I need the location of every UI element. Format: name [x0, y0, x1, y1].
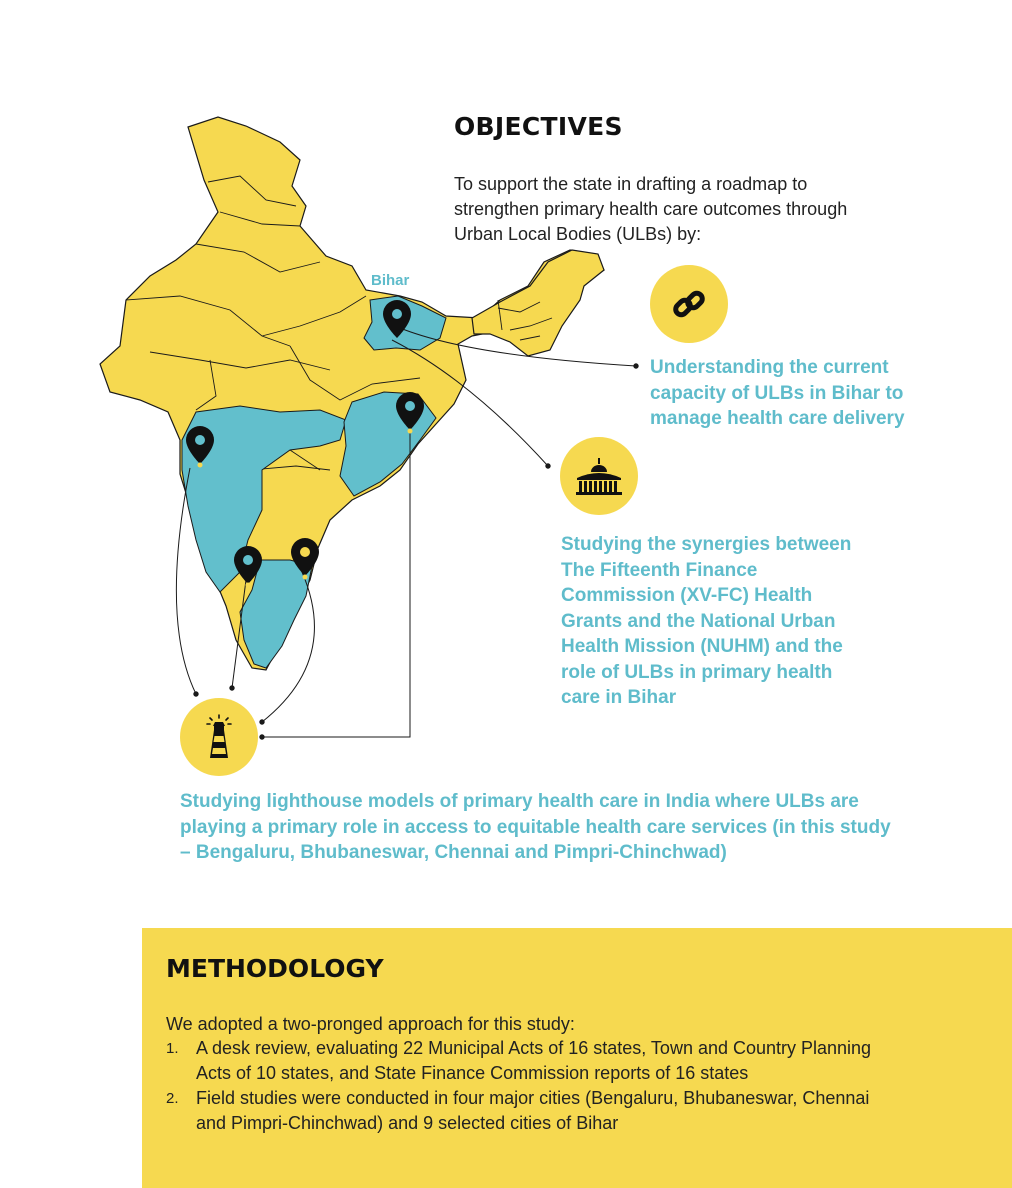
objective-3-icon-circle [180, 698, 258, 776]
objectives-title: OBJECTIVES [454, 112, 623, 141]
objective-2-icon-circle [560, 437, 638, 515]
objective-1-icon-circle [650, 265, 728, 343]
methodology-item [166, 1036, 886, 1086]
bihar-map-label: Bihar [371, 272, 410, 289]
methodology-intro: We adopted a two-pronged approach for this study: [166, 1014, 575, 1034]
methodology-item-number: 1. [166, 1040, 179, 1057]
link-chain-icon [669, 284, 709, 324]
objective-2-text: Studying the synergies between The Fifteenth Finance Commission (XV-FC) Health Grants and the National Urban Health Mission (NUHM) and the role of ULBs in primary health care in Bihar [561, 534, 852, 708]
methodology-title: METHODOLOGY [166, 954, 384, 983]
methodology-item-number: 2. [166, 1090, 179, 1107]
objective-3-text: Studying lighthouse models of primary health care in India where ULBs are playing a primary role in access to equitable health care services (in this study – Bengaluru, Bhubaneswar, Chennai and Pimpri-Chinchwad) [180, 791, 891, 863]
objectives-intro: To support the state in drafting a roadmap to strengthen primary health care outcomes through Urban Local Bodies (ULBs) by: [454, 174, 848, 244]
methodology-item-text: A desk review, evaluating 22 Municipal Acts of 16 states, Town and Country Planning Acts of 10 states, and State Finance Commission reports of 16 states [196, 1038, 872, 1083]
objective-1-text: Understanding the current capacity of ULBs in Bihar to manage health care delivery [650, 357, 905, 429]
methodology-item [166, 1086, 886, 1136]
methodology-list [166, 1036, 886, 1136]
parliament-building-icon [573, 456, 625, 496]
methodology-item-text: Field studies were conducted in four major cities (Bengaluru, Bhubaneswar, Chennai and Pimpri-Chinchwad) and 9 selected cities of Bihar [196, 1088, 870, 1133]
methodology-panel [142, 928, 1012, 1188]
lighthouse-icon [199, 714, 239, 760]
